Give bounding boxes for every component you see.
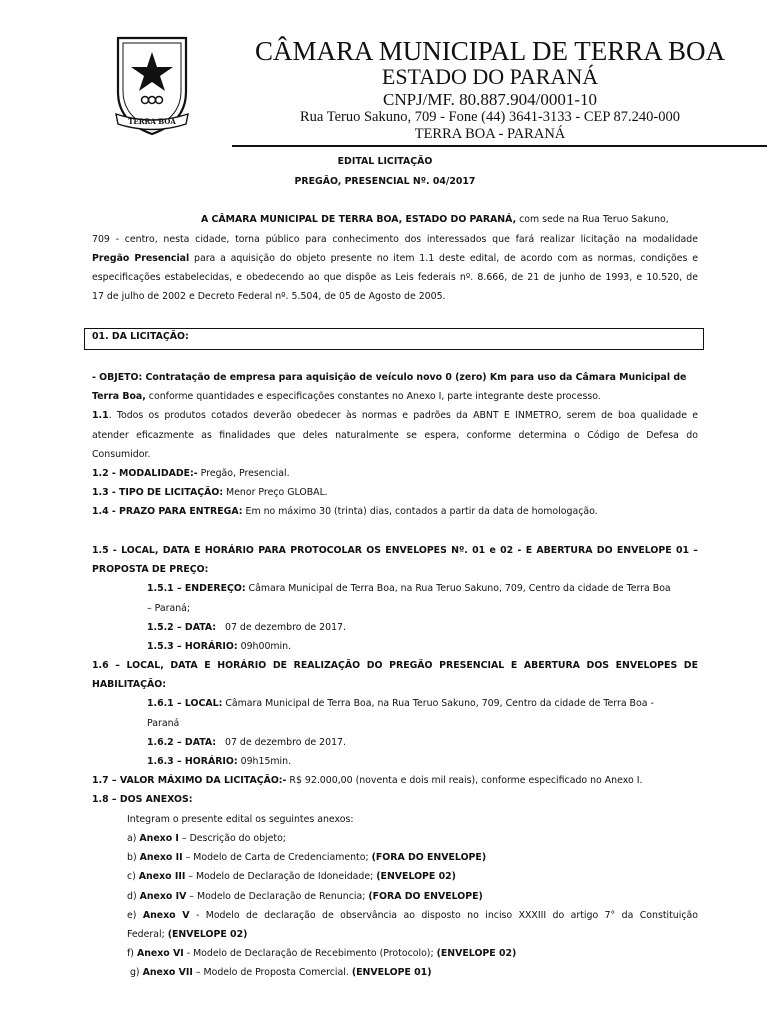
item-1-5-1-cont: – Paraná;	[147, 603, 191, 614]
annex-c: c) Anexo III – Modelo de Declaração de Idoneidade; (ENVELOPE 02)	[127, 871, 456, 882]
item-1-5-1: 1.5.1 – ENDEREÇO: Câmara Municipal de Terra Boa, na Rua Teruo Sakuno, 709, Centro da cidade de Terra Boa	[147, 583, 671, 594]
annex-e-cont: Federal; (ENVELOPE 02)	[127, 929, 248, 940]
state-name: ESTADO DO PARANÁ	[381, 64, 599, 89]
item-1-5-line-2: PROPOSTA DE PREÇO:	[92, 564, 209, 575]
svg-text:TERRA BOA: TERRA BOA	[128, 117, 176, 126]
item-1-1-line-2: atender eficazmente as finalidades que deles naturalmente se espera, conforme determina o Código de Defesa do	[92, 430, 698, 441]
header-divider	[232, 145, 767, 147]
intro-line-3: Pregão Presencial para a aquisição do objeto presente no item 1.1 deste edital, de acordo com as normas, condições e	[92, 253, 698, 264]
intro-line-1: A CÂMARA MUNICIPAL DE TERRA BOA, ESTADO DO PARANÁ, com sede na Rua Teruo Sakuno,	[201, 214, 669, 225]
edital-title: EDITAL LICITAÇÃO	[337, 156, 433, 167]
item-1-5-2: 1.5.2 – DATA: 07 de dezembro de 2017.	[147, 622, 347, 633]
section-box	[84, 328, 704, 350]
item-1-6-3: 1.6.3 – HORÁRIO: 09h15min.	[147, 756, 292, 767]
item-1-2: 1.2 - MODALIDADE:- Pregão, Presencial.	[92, 468, 290, 479]
objeto-line-1: - OBJETO: Contratação de empresa para aquisição de veículo novo 0 (zero) Km para uso da Câmara Municipal de	[92, 372, 687, 383]
pregao-number: PREGÃO, PRESENCIAL Nº. 04/2017	[294, 176, 476, 187]
municipal-seal	[112, 34, 192, 138]
item-1-3: 1.3 - TIPO DE LICITAÇÃO: Menor Preço GLOBAL.	[92, 487, 328, 498]
item-1-6-2: 1.6.2 – DATA: 07 de dezembro de 2017.	[147, 737, 347, 748]
intro-line-2: 709 - centro, nesta cidade, torna público para conhecimento dos interessados que fará realizar licitação na modalidade	[92, 234, 698, 245]
annex-e: e) Anexo V - Modelo de declaração de observância ao disposto no inciso XXXIII do artigo 7° da Constituição	[127, 910, 698, 921]
annex-a: a) Anexo I – Descrição do objeto;	[127, 833, 286, 844]
item-1-6-1-cont: Paraná	[147, 718, 180, 729]
item-1-1-line-3: Consumidor.	[92, 449, 151, 460]
cnpj: CNPJ/MF. 80.887.904/0001-10	[382, 90, 597, 109]
objeto-line-2: Terra Boa, conforme quantidades e especificações constantes no Anexo I, parte integrante deste processo.	[92, 391, 601, 402]
annex-d: d) Anexo IV – Modelo de Declaração de Renuncia; (FORA DO ENVELOPE)	[127, 891, 483, 902]
item-1-5-3: 1.5.3 – HORÁRIO: 09h00min.	[147, 641, 292, 652]
annex-b: b) Anexo II – Modelo de Carta de Credenciamento; (FORA DO ENVELOPE)	[127, 852, 487, 863]
annex-f: f) Anexo VI - Modelo de Declaração de Recebimento (Protocolo); (ENVELOPE 02)	[127, 948, 517, 959]
item-1-5-line-1: 1.5 - LOCAL, DATA E HORÁRIO PARA PROTOCOLAR OS ENVELOPES Nº. 01 e 02 - E ABERTURA DO ENVELOPE 01 –	[92, 545, 698, 556]
chamber-name: CÂMARA MUNICIPAL DE TERRA BOA	[254, 36, 726, 66]
annex-g: g) Anexo VII – Modelo de Proposta Comercial. (ENVELOPE 01)	[127, 967, 432, 978]
intro-line-5: 17 de julho de 2002 e Decreto Federal nº. 5.504, de 05 de Agosto de 2005.	[92, 291, 446, 302]
intro-line-4: especificações estabelecidas, e obedecendo ao que dispõe as Leis federais nº. 8.666, de 21 de junho de 1993, e 10.520, de	[92, 272, 698, 283]
item-1-4: 1.4 - PRAZO PARA ENTREGA: Em no máximo 30 (trinta) dias, contados a partir da data de homologação.	[92, 506, 598, 517]
annexes-intro: Integram o presente edital os seguintes anexos:	[127, 814, 354, 825]
address: Rua Teruo Sakuno, 709 - Fone (44) 3641-3133 - CEP 87.240-000	[300, 109, 680, 125]
item-1-7: 1.7 – VALOR MÁXIMO DA LICITAÇÃO:- R$ 92.000,00 (noventa e dois mil reais), conforme especificado no Anexo I.	[92, 775, 643, 786]
item-1-1-line-1: 1.1. Todos os produtos cotados deverão obedecer às normas e padrões da ABNT E INMETRO, serem de boa qualidade e	[92, 410, 698, 421]
section-title: 01. DA LICITAÇÃO:	[92, 331, 189, 342]
item-1-6-line-1: 1.6 – LOCAL, DATA E HORÁRIO DE REALIZAÇÃO DO PREGÃO PRESENCIAL E ABERTURA DOS ENVELOPES DE	[92, 660, 698, 671]
item-1-8-title: 1.8 – DOS ANEXOS:	[92, 794, 193, 805]
item-1-6-line-2: HABILITAÇÃO:	[92, 679, 166, 690]
city: TERRA BOA - PARANÁ	[414, 126, 566, 142]
item-1-6-1: 1.6.1 – LOCAL: Câmara Municipal de Terra Boa, na Rua Teruo Sakuno, 709, Centro da cidade de Terra Boa -	[147, 698, 654, 709]
